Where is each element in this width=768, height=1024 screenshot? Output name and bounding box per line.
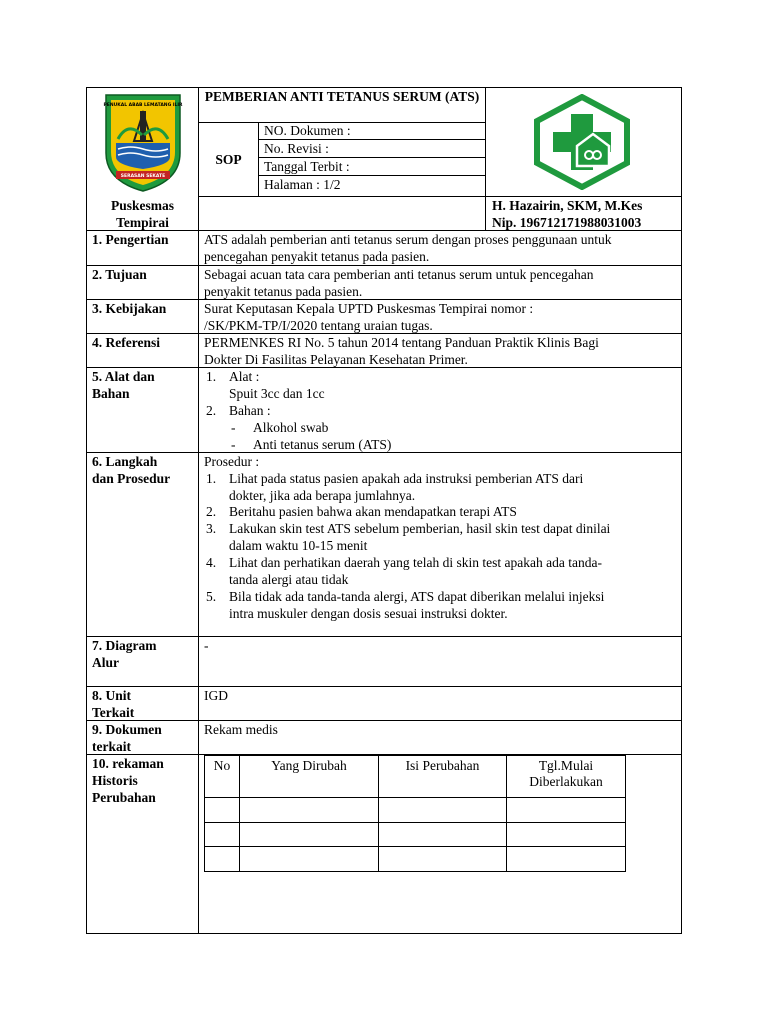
col-yang-dirubah: Yang Dirubah <box>271 758 347 773</box>
text-tujuan-1: Sebagai acuan tata cara pemberian anti tetanus serum untuk pencegahan <box>204 267 594 282</box>
col-diberlakukan: Diberlakukan <box>529 774 603 789</box>
bahan-dash-2: - <box>231 437 236 452</box>
label-langkah-2: dan Prosedur <box>92 471 171 486</box>
col-no: No <box>213 758 231 773</box>
label-diagram-2: Alur <box>92 655 119 670</box>
diagram-value: - <box>204 638 209 653</box>
document-title: PEMBERIAN ANTI TETANUS SERUM (ATS) <box>204 89 480 104</box>
alat-num-1: 1. <box>206 369 217 384</box>
label-dokumen-1: 9. Dokumen <box>92 722 162 737</box>
label-diagram-1: 7. Diagram <box>92 638 157 653</box>
field-tanggal-terbit: Tanggal Terbit : <box>264 159 350 174</box>
bahan-dash-1: - <box>231 420 236 435</box>
alat-item-1-detail: Spuit 3cc dan 1cc <box>229 386 325 401</box>
alat-item-1: Alat : <box>229 369 260 384</box>
step-num: 5. <box>206 589 217 604</box>
label-rekaman-1: 10. rekaman <box>92 756 164 771</box>
step-2-line-1: Beritahu pasien bahwa akan mendapatkan terapi ATS <box>229 504 517 519</box>
step-num: 3. <box>206 521 217 536</box>
puskesmas-logo <box>533 94 631 190</box>
text-pengertian-2: pencegahan penyakit tetanus pada pasien. <box>204 249 430 264</box>
label-langkah-1: 6. Langkah <box>92 454 158 469</box>
step-1-line-1: Lihat pada status pasien apakah ada instruksi pemberian ATS dari <box>229 471 584 486</box>
sop-label: SOP <box>215 152 242 167</box>
logo-caption: PENUKAL ABAB LEMATANG ILIR <box>103 103 183 108</box>
bahan-item-1: Alkohol swab <box>253 420 329 435</box>
text-kebijakan-2: /SK/PKM-TP/I/2020 tentang uraian tugas. <box>204 318 433 333</box>
step-1-line-2: dokter, jika ada berapa jumlahnya. <box>229 488 416 503</box>
alat-item-2: Bahan : <box>229 403 271 418</box>
text-pengertian-1: ATS adalah pemberian anti tetanus serum dengan proses penggunaan untuk <box>204 232 612 247</box>
step-num: 2. <box>206 504 217 519</box>
label-dokumen-2: terkait <box>92 739 131 754</box>
text-referensi-1: PERMENKES RI No. 5 tahun 2014 tentang Panduan Praktik Klinis Bagi <box>204 335 599 350</box>
alat-num-2: 2. <box>206 403 217 418</box>
signatory-nip: Nip. 196712171988031003 <box>492 215 642 230</box>
text-tujuan-2: penyakit tetanus pada pasien. <box>204 284 363 299</box>
label-pengertian: 1. Pengertian <box>92 232 169 247</box>
label-rekaman-2: Historis <box>92 773 138 788</box>
step-5-line-1: Bila tidak ada tanda-tanda alergi, ATS dapat diberikan melalui injeksi <box>229 589 605 604</box>
label-kebijakan: 3. Kebijakan <box>92 301 167 316</box>
regency-logo <box>98 91 188 195</box>
prosedur-intro: Prosedur : <box>204 454 260 469</box>
label-rekaman-3: Perubahan <box>92 790 156 805</box>
bahan-item-2: Anti tetanus serum (ATS) <box>253 437 392 452</box>
col-isi-perubahan: Isi Perubahan <box>405 758 480 773</box>
step-num: 1. <box>206 471 217 486</box>
logo-motto: SERASAN SEKATE <box>120 174 166 179</box>
step-3-line-1: Lakukan skin test ATS sebelum pemberian, hasil skin test dapat dinilai <box>229 521 611 536</box>
step-4-line-2: tanda alergi atau tidak <box>229 572 349 587</box>
text-kebijakan-1: Surat Keputasan Kepala UPTD Puskesmas Tempirai nomor : <box>204 301 534 316</box>
label-unit-1: 8. Unit <box>92 688 132 703</box>
step-num: 4. <box>206 555 217 570</box>
signatory-name: H. Hazairin, SKM, M.Kes <box>492 198 643 213</box>
col-tgl-mulai: Tgl.Mulai <box>538 758 594 773</box>
label-alat-1: 5. Alat dan <box>92 369 155 384</box>
step-3-line-2: dalam waktu 10-15 menit <box>229 538 368 553</box>
label-referensi: 4. Referensi <box>92 335 160 350</box>
dokumen-value: Rekam medis <box>204 722 278 737</box>
label-tujuan: 2. Tujuan <box>92 267 147 282</box>
label-unit-2: Terkait <box>92 705 135 720</box>
field-halaman: Halaman : 1/2 <box>264 177 341 192</box>
org-name: Puskesmas Tempirai <box>110 198 174 230</box>
step-4-line-1: Lihat dan perhatikan daerah yang telah di skin test apakah ada tanda- <box>229 555 602 570</box>
unit-value: IGD <box>204 688 228 703</box>
label-alat-2: Bahan <box>92 386 130 401</box>
text-referensi-2: Dokter Di Fasilitas Pelayanan Kesehatan Primer. <box>204 352 468 367</box>
field-no-revisi: No. Revisi : <box>264 141 329 156</box>
step-5-line-2: intra muskuler dengan dosis sesuai instruksi dokter. <box>229 606 508 621</box>
field-no-dokumen: NO. Dokumen : <box>264 123 351 138</box>
